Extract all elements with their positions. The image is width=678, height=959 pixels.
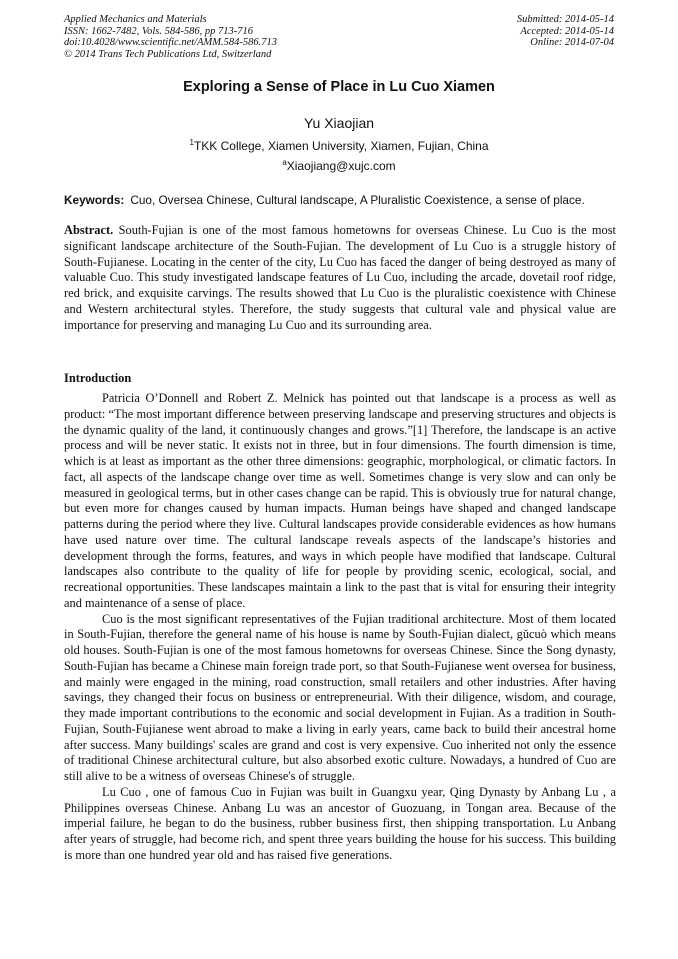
submitted-date: Submitted: 2014-05-14 xyxy=(516,14,614,25)
email-text: Xiaojiang@xujc.com xyxy=(286,159,396,173)
introduction-body xyxy=(64,391,616,864)
journal-info xyxy=(64,14,277,60)
paper-title: Exploring a Sense of Place in Lu Cuo Xiamen xyxy=(183,79,495,95)
abstract-label: Abstract. xyxy=(64,223,114,237)
author-email xyxy=(0,159,678,173)
submission-dates xyxy=(517,14,614,49)
accepted-date: Accepted: 2014-05-14 xyxy=(520,25,614,37)
abstract-paragraph xyxy=(64,223,616,333)
introduction-heading: Introduction xyxy=(64,371,132,385)
affiliation xyxy=(0,139,678,153)
journal-issn: ISSN: 1662-7482, Vols. 584-586, pp 713-716 xyxy=(64,25,253,37)
abstract xyxy=(64,223,616,333)
keywords-text: Cuo, Oversea Chinese, Cultural landscape, A Pluralistic Coexistence, a sense of place. xyxy=(130,193,585,207)
online-date: Online: 2014-07-04 xyxy=(530,37,614,49)
journal-copyright: © 2014 Trans Tech Publications Ltd, Switzerland xyxy=(64,48,272,60)
affiliation-marker: 1 xyxy=(189,138,194,147)
journal-doi: doi:10.4028/www.scientific.net/AMM.584-586.713 xyxy=(64,37,277,49)
email-marker: a xyxy=(282,158,287,167)
intro-paragraph-2: Cuo is the most significant representatives of the Fujian traditional architecture. Most of them located in South-Fujian, therefore the general name of his house is name by South-Fujian dialect, gǔcuò which means old houses. South-Fujian is one of the most famous hometowns for overseas Chinese. Since the Song dynasty, South-Fujian has became a Chinese main foreign trade port, so that South-Fujianese went oversea for business, and mainly were engaged in the mining, road construction, small retailers and other industries. After having savings, they changed their focus on business or entrepreneurial. With their diligence, wisdom, and courage, they made important contributions to the economic and social development in Fujian. As a tradition in South-Fujian, South-Fujianese went abroad to make a living in early years, came back to build their ancestral home after success. Many buildings' scales are grand and cost is very expensive. Cuo inherited not only the essence of traditional Chinese architectural culture, but also absorbed exotic culture. Nowadays, a hundred of Cuo are still alive to be a witness of overseas Chinese's of struggle. xyxy=(64,611,616,783)
affiliation-text: TKK College, Xiamen University, Xiamen, Fujian, China xyxy=(193,139,489,153)
intro-paragraph-3: Lu Cuo , one of famous Cuo in Fujian was built in Guangxu year, Qing Dynasty by Anbang Lu , a Philippines overseas Chinese. Anbang Lu was an ancestor of Guozuang, in Tongan area. Because of the imperial failure, he began to do the business, rubber business first, then shipping transportation. Lu Anbang after years of struggle, had become rich, and spent three years building the house for his success. This building is more than one hundred year old and has raised five generations. xyxy=(64,784,616,862)
keywords-label: Keywords: xyxy=(64,193,125,207)
journal-name: Applied Mechanics and Materials xyxy=(64,14,207,25)
keywords xyxy=(64,193,616,207)
author-name: Yu Xiaojian xyxy=(303,115,375,131)
abstract-text: South-Fujian is one of the most famous hometowns for overseas Chinese. Lu Cuo is the most significant landscape architecture of the South-Fujian. The development of Lu Cuo is a struggle history of South-Fujianese. Locating in the center of the city, Lu Cuo has faced the danger of being destroyed as many of valuable Cuo. This study investigated landscape features of Lu Cuo, including the arcade, dovetail roof ridge, red brick, and exquisite carvings. The results showed that Lu Cuo is the pluralistic coexistence with Chinese and Western architectural styles. Therefore, the study suggests that cultural vale and physical value are importance for preserving and managing Lu Cuo and its surrounding area. xyxy=(64,223,616,332)
intro-paragraph-1: Patricia O’Donnell and Robert Z. Melnick has pointed out that landscape is a process as well as product: “The most important difference between preserving landscape and preserving structures and objects is the dynamic quality of the land, it continuously changes and grows.”[1] Therefore, the landscape is an active process and will be never static. It exists not in three, but in four dimensions. The fourth dimension is time, which is at least as important as the other three dimensions: geographic, morphological, or climatic factors. In fact, all aspects of the landscape change over time as well. Sometimes change is very slow and can only be measured in geological terms, but in other cases change can be rapid. This is obviously true for natural change, but even more for changes caused by human impacts. Human beings have shaped and changed landscape patterns during the period where they live. Cultural landscapes provide considerable evidences as how humans have used nature over time. The cultural landscape reveals aspects of the landscape’s histories and development through the forms, features, and ways in which people have modified that landscape. Cultural landscapes also contribute to the quality of life for people by providing scenic, ecological, social, and recreational opportunities. These landscapes maintain a link to the past that is vital for ensuring their integrity and maintenance of a sense of place. xyxy=(64,391,616,610)
